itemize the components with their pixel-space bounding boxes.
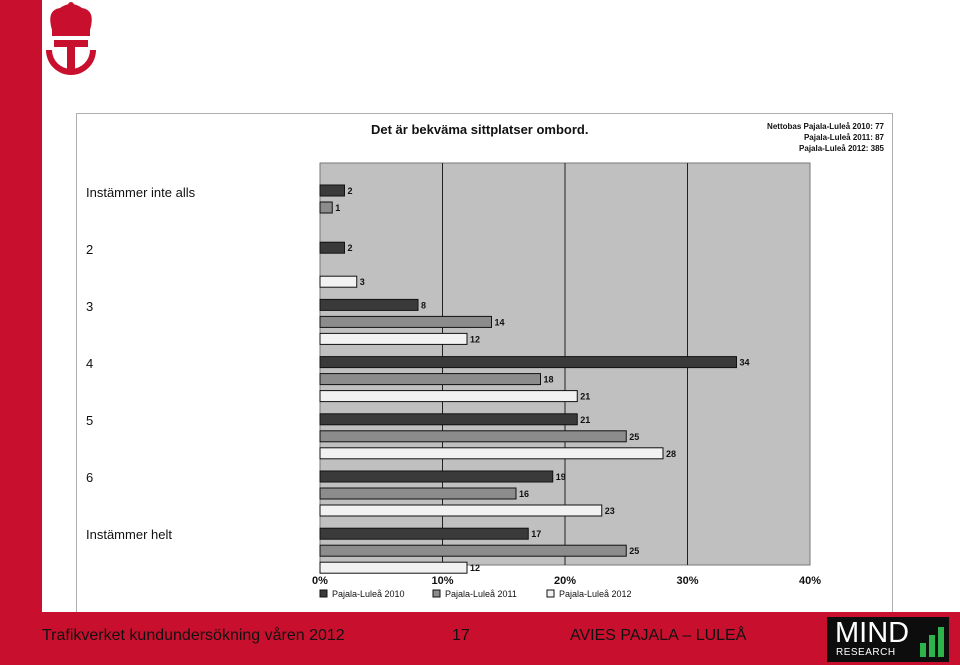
legend-swatch — [547, 590, 554, 597]
x-tick-label: 30% — [676, 575, 699, 587]
data-label: 12 — [470, 334, 481, 345]
bar — [320, 276, 357, 287]
bar — [320, 448, 663, 459]
bar — [320, 299, 418, 310]
bar — [320, 316, 492, 327]
category-label: 4 — [86, 356, 94, 371]
data-label: 21 — [580, 414, 591, 425]
chart-title: Det är bekväma sittplatser ombord. — [371, 122, 589, 137]
data-label: 18 — [543, 374, 554, 385]
mind-research-logo — [827, 617, 949, 662]
x-tick-label: 0% — [312, 575, 328, 587]
bar — [320, 562, 467, 573]
legend-swatch — [320, 590, 327, 597]
bar — [320, 185, 345, 196]
data-label: 19 — [555, 472, 566, 482]
data-label: 25 — [629, 431, 640, 442]
data-label: 28 — [666, 448, 677, 459]
category-label: Instämmer helt — [86, 527, 172, 542]
legend-label: Pajala-Luleå 2011 — [445, 589, 517, 599]
base-note-2011: Pajala-Luleå 2011: 87 — [803, 133, 884, 142]
bar — [320, 528, 528, 539]
category-label: Instämmer inte alls — [86, 185, 196, 200]
mind-logo-word: MIND — [835, 617, 910, 649]
bar — [320, 242, 345, 253]
bar — [320, 357, 737, 368]
data-label: 8 — [421, 300, 427, 311]
data-label: 16 — [519, 489, 530, 499]
data-label: 23 — [604, 506, 615, 516]
x-tick-label: 40% — [798, 575, 822, 587]
data-label: 14 — [494, 317, 505, 328]
bar — [320, 391, 577, 402]
bar-graph-icon — [919, 625, 945, 657]
bar — [320, 202, 332, 213]
data-label: 25 — [629, 546, 640, 557]
bar — [320, 414, 577, 425]
x-tick-label: 10% — [431, 575, 454, 587]
base-note-2012: Pajala-Luleå 2012: 385 — [799, 144, 884, 153]
data-label: 1 — [335, 203, 341, 213]
data-label: 34 — [739, 357, 750, 368]
footer-route: AVIES PAJALA – LULEÅ — [570, 627, 747, 644]
data-label: 3 — [359, 277, 365, 288]
base-note-2010: Nettobas Pajala-Luleå 2010: 77 — [767, 122, 884, 131]
footer-survey-title: Trafikverket kundundersökning våren 2012 — [42, 627, 345, 644]
data-label: 2 — [347, 186, 353, 196]
bar — [320, 471, 553, 482]
data-label: 2 — [347, 243, 353, 254]
bar — [320, 488, 516, 499]
page-number: 17 — [452, 627, 470, 644]
legend-label: Pajala-Luleå 2012 — [559, 589, 632, 599]
category-label: 5 — [86, 413, 94, 428]
category-label: 6 — [86, 470, 94, 485]
data-label: 12 — [470, 563, 481, 574]
mind-logo-sub: RESEARCH — [836, 647, 896, 658]
data-label: 21 — [580, 391, 591, 402]
category-label: 2 — [86, 242, 94, 257]
category-label: 3 — [86, 299, 94, 314]
legend-swatch — [433, 590, 440, 597]
bar — [320, 505, 602, 516]
data-label: 17 — [531, 529, 542, 540]
bar — [320, 545, 626, 556]
x-tick-label: 20% — [553, 575, 577, 587]
bar — [320, 374, 541, 385]
bar — [320, 333, 467, 344]
bar — [320, 431, 626, 442]
legend-label: Pajala-Luleå 2010 — [332, 589, 405, 599]
